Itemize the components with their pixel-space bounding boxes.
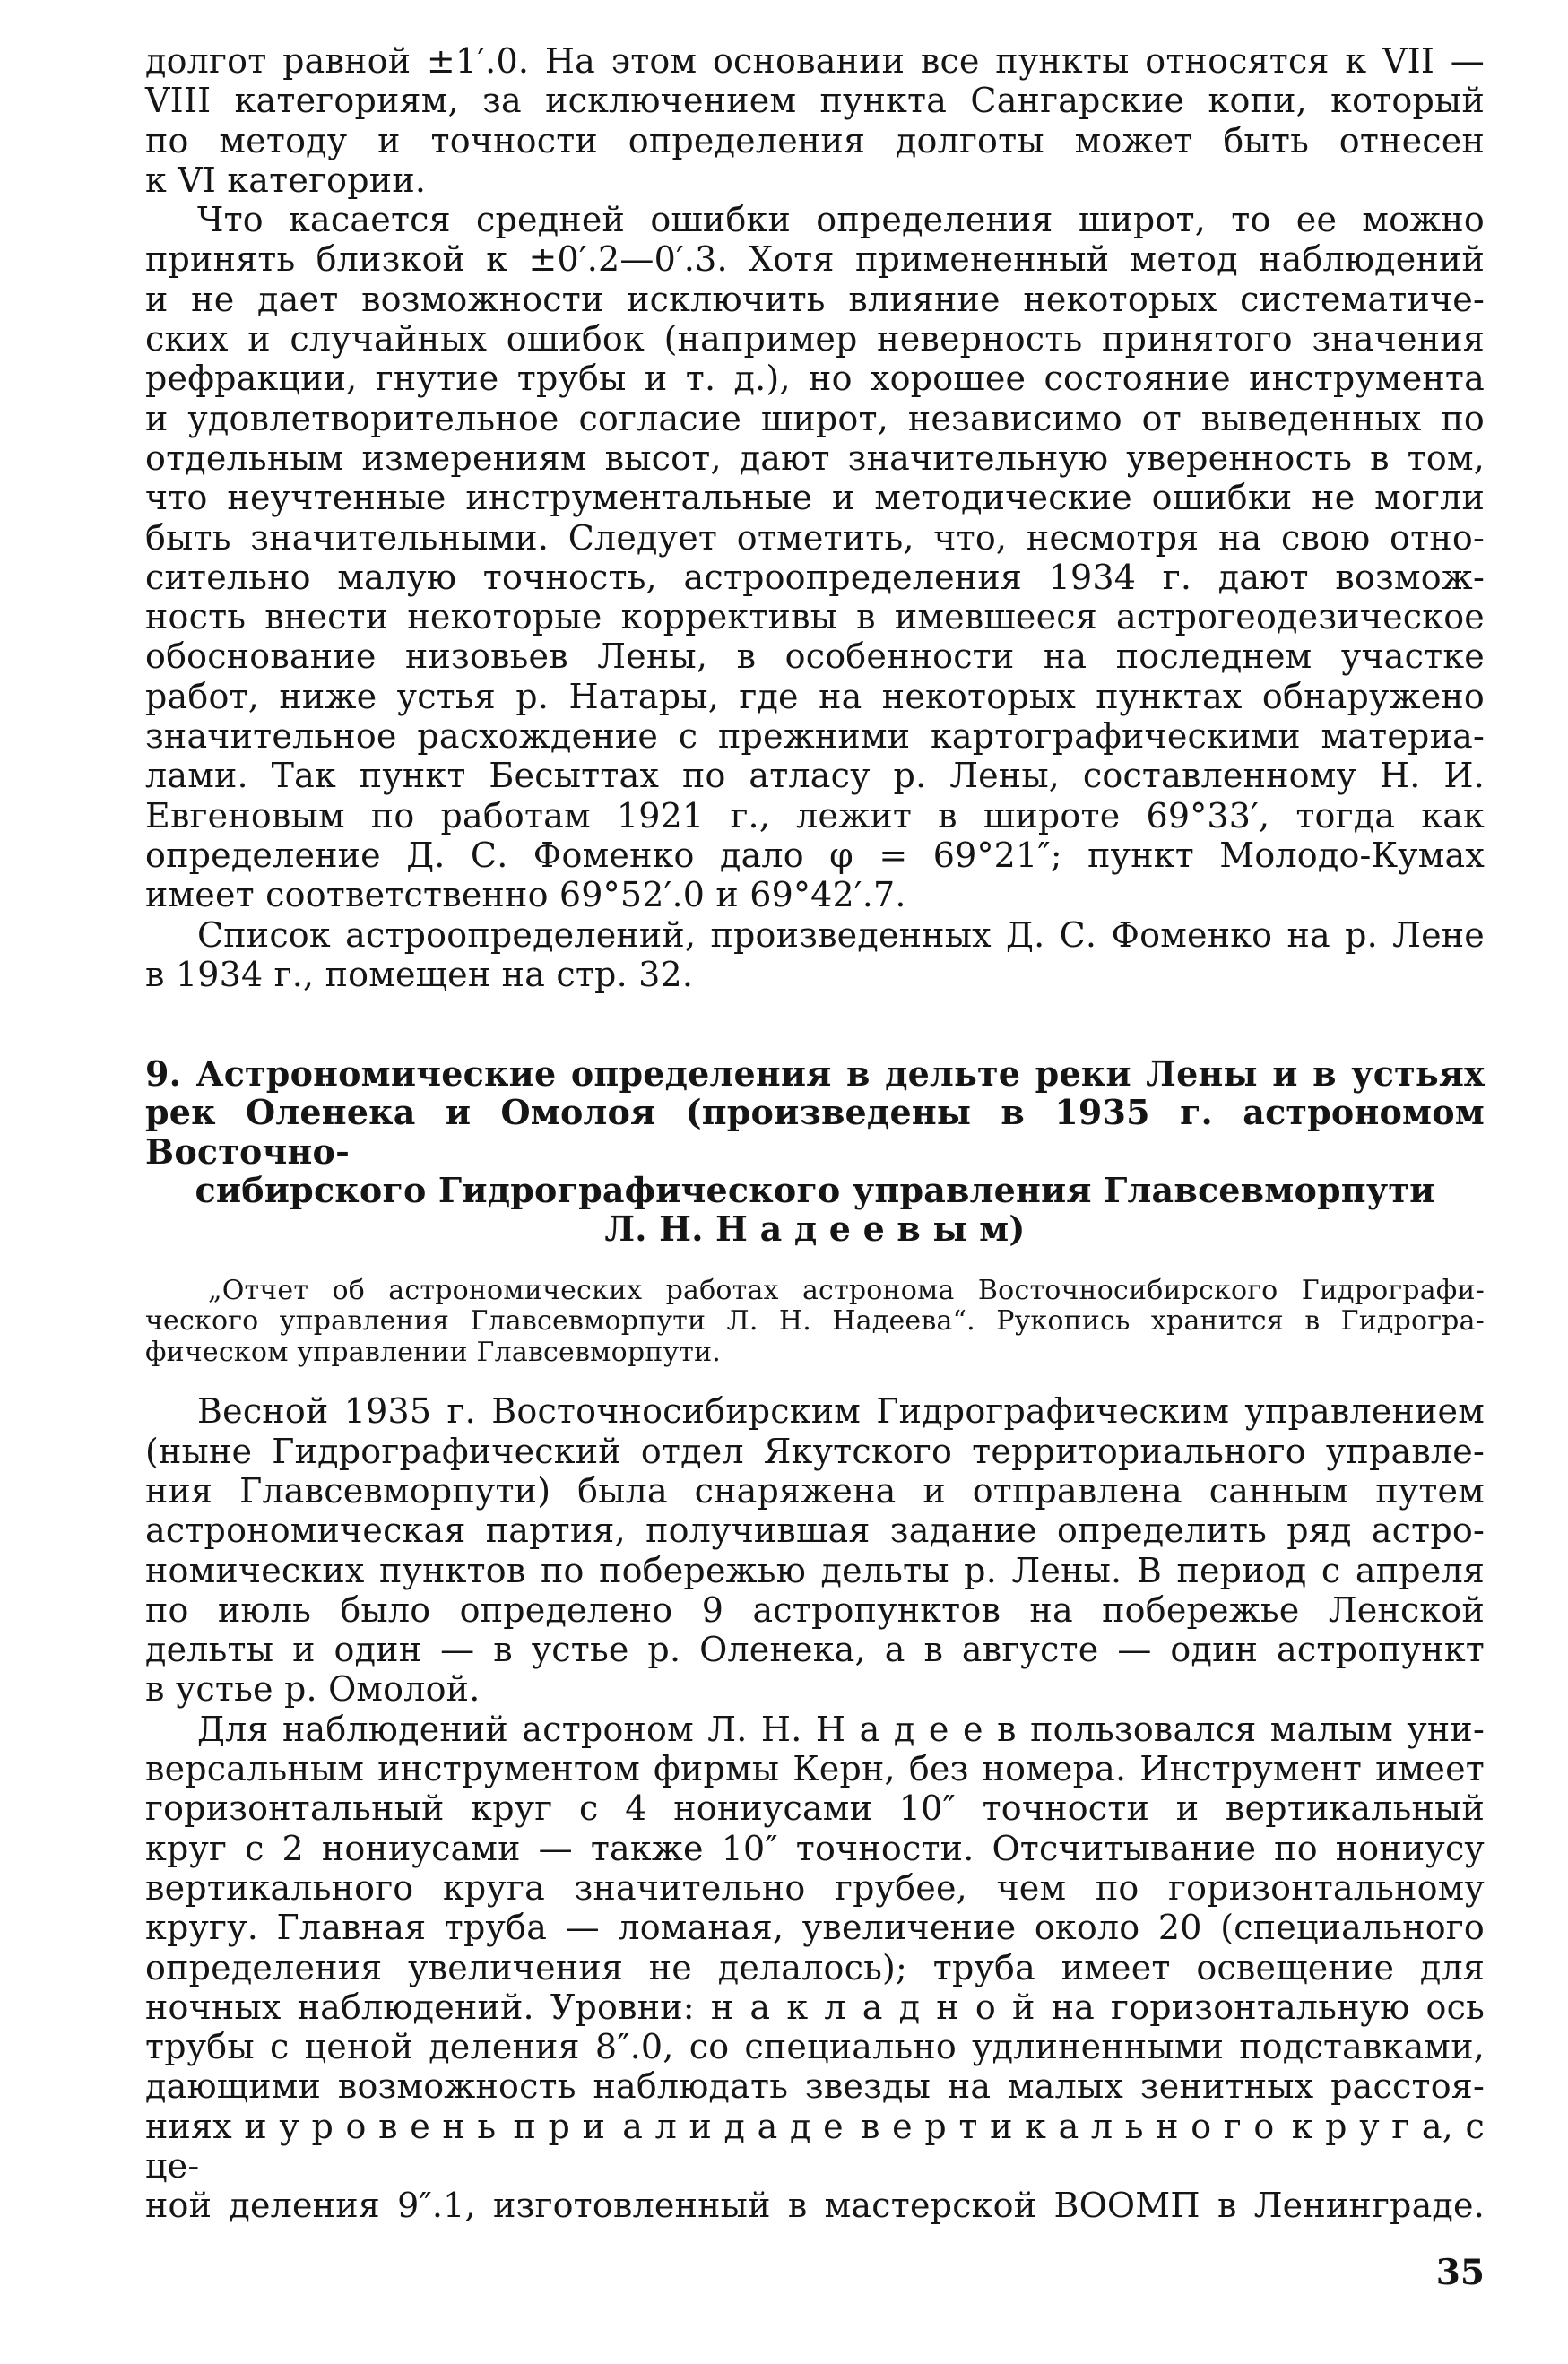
text-line: ских и случайных ошибок (например неверность принятого значения xyxy=(145,319,1485,359)
text-line: Евгеновым по работам 1921 г., лежит в широте 69°33′, тогда как xyxy=(145,795,1485,836)
source-footnote xyxy=(145,1276,1485,1369)
text-line: рефракции, гнутие трубы и т. д.), но хорошее состояние инструмента xyxy=(145,359,1485,399)
text-line: по июль было определено 9 астропунктов на побережье Ленской xyxy=(145,1589,1485,1630)
text-line: быть значительными. Следует отметить, что, несмотря на свою отно- xyxy=(145,517,1485,558)
text-line: „Отчет об астрономических работах астронома Восточносибирского Гидрографи- xyxy=(208,1274,1485,1306)
paragraph-instrument-description xyxy=(145,1710,1485,2226)
text-line: что неучтенные инструментальные и методические ошибки не могли xyxy=(145,478,1485,518)
text-line: ность внести некоторые коррективы в имевшееся астрогеодезическое xyxy=(145,597,1485,637)
heading-line: рек Оленека и Омолоя (произведены в 1935 г. астрономом Восточно- xyxy=(145,1092,1485,1172)
page-number: 35 xyxy=(1435,2251,1485,2293)
text-line: вертикального круга значительно грубее, чем по горизонтальному xyxy=(145,1867,1485,1908)
paragraph-list-reference xyxy=(145,915,1485,995)
text-line: значительное расхождение с прежними картографическими материа- xyxy=(145,716,1485,757)
text-line: ния Главсевморпути) была снаряжена и отправлена санным путем xyxy=(145,1470,1485,1511)
text-line: и удовлетворительное согласие широт, независимо от выведенных по xyxy=(145,398,1485,438)
text-line: Весной 1935 г. Восточносибирским Гидрографическим управлением xyxy=(197,1391,1485,1432)
text-line: кругу. Главная труба — ломаная, увеличение около 20 (специального xyxy=(145,1908,1485,1948)
text-line: к VI категории. xyxy=(145,160,427,200)
heading-line: 9. Астрономические определения в дельте реки Лены и в устьях xyxy=(145,1053,1485,1095)
text-line: дельты и один — в устье р. Оленека, а в августе — один астропункт xyxy=(145,1630,1485,1670)
text-line: принять близкой к ±0′.2—0′.3. Хотя примененный метод наблюдений xyxy=(145,239,1485,280)
text-line: круг с 2 нониусами — также 10″ точности. Отсчитывание по нониусу xyxy=(145,1828,1485,1868)
text-line: лами. Так пункт Бесыттах по атласу р. Лены, составленному Н. И. xyxy=(145,756,1485,796)
paragraph-expedition-1935 xyxy=(145,1391,1485,1709)
text-line: долгот равной ±1′.0. На этом основании все пункты относятся к VII — xyxy=(145,41,1485,81)
text-line: отдельным измерениям высот, дают значительную уверенность в том, xyxy=(145,437,1485,478)
text-line: VIII категориям, за исключением пункта Сангарские копи, который xyxy=(145,81,1485,121)
text-line: обоснование низовьев Лены, в особенности на последнем участке xyxy=(145,636,1485,677)
text-line: Список астроопределений, произведенных Д. С. Фоменко на р. Лене xyxy=(197,914,1485,955)
text-line: трубы с ценой деления 8″.0, со специально удлиненными подставками, xyxy=(145,2027,1485,2067)
text-line: ниях и у р о в е н ь п р и а л и д а д е в е р т и к а л ь н о г о к р у г а, с це- xyxy=(145,2106,1485,2186)
text-line: дающими возможность наблюдать звезды на малых зенитных расстоя- xyxy=(145,2066,1485,2107)
text-line: фическом управлении Главсевморпути. xyxy=(145,1336,722,1368)
text-line: и не дает возможности исключить влияние некоторых систематиче- xyxy=(145,279,1485,319)
text-line: определения увеличения не делалось); труба имеет освещение для xyxy=(145,1947,1485,1987)
text-line: номических пунктов по побережью дельты р. Лены. В период с апреля xyxy=(145,1550,1485,1590)
text-block xyxy=(145,41,1485,2292)
text-line: астрономическая партия, получившая задание определить ряд астро- xyxy=(145,1511,1485,1551)
text-line: Для наблюдений астроном Л. Н. Н а д е е в пользовался малым уни- xyxy=(197,1709,1485,1749)
text-line: по методу и точности определения долготы может быть отнесен xyxy=(145,120,1485,160)
text-line: в устье р. Омолой. xyxy=(145,1669,481,1710)
text-line: горизонтальный круг с 4 нониусами 10″ точности и вертикальный xyxy=(145,1788,1485,1829)
text-line: сительно малую точность, астроопределения 1934 г. дают возмож- xyxy=(145,557,1485,597)
text-line: версальным инструментом фирмы Керн, без номера. Инструмент имеет xyxy=(145,1749,1485,1789)
text-line: ческого управления Главсевморпути Л. Н. Надеева“. Рукопись хранится в Гидрогра- xyxy=(145,1305,1485,1338)
text-line: работ, ниже устья р. Натары, где на некоторых пунктах обнаружено xyxy=(145,676,1485,716)
paragraph-longitude-categories xyxy=(145,41,1485,200)
heading-line: сибирского Гидрографического управления Главсевморпути xyxy=(195,1170,1435,1211)
text-line: Что касается средней ошибки определения широт, то ее можно xyxy=(197,200,1485,240)
paragraph-latitude-error-discussion xyxy=(145,200,1485,914)
text-line: ночных наблюдений. Уровни: н а к л а д н о й на горизонтальную ось xyxy=(145,1987,1485,2027)
heading-line: Л. Н. Н а д е е в ы м) xyxy=(604,1208,1026,1250)
text-line: в 1934 г., помещен на стр. 32. xyxy=(145,954,694,994)
section-heading xyxy=(145,1054,1485,1248)
text-line: определение Д. С. Фоменко дало φ = 69°21″; пункт Молодо-Кумах xyxy=(145,835,1485,875)
text-line: имеет соответственно 69°52′.0 и 69°42′.7. xyxy=(145,875,906,915)
text-line: (ныне Гидрографический отдел Якутского территориального управле- xyxy=(145,1431,1485,1471)
text-line: ной деления 9″.1, изготовленный в мастерской ВООМП в Ленинграде. xyxy=(145,2186,1485,2226)
